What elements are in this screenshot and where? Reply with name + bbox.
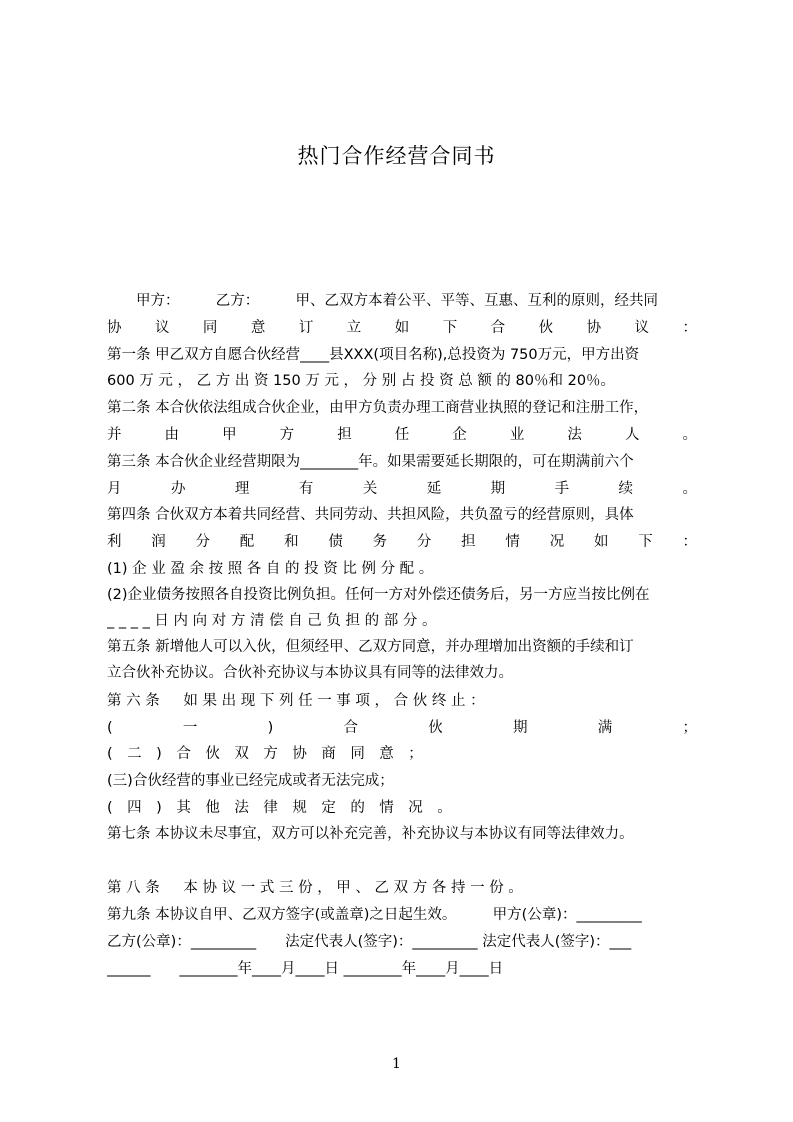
article-6-item-4: ( 四 ) 其 他 法 律 规 定 的 情 况 。	[107, 800, 452, 816]
page-number: 1	[392, 1056, 401, 1072]
signature-line: 乙方(公章)：_________ 法定代表人(签字)：_________ 法定代表人(签字)：___	[107, 934, 632, 950]
article-5-line: 第五条 新增他人可以入伙，但须经甲、乙双方同意，并办理增加出资额的手续和订	[107, 639, 634, 655]
article-2-line: 第二条 本合伙依法组成合伙企业，由甲方负责办理工商营业执照的登记和注册工作，	[107, 400, 649, 416]
document-title: 热门合作经营合同书	[297, 144, 496, 168]
article-9-line: 第九条 本协议自甲、乙双方签字(或盖章)之日起生效。 甲方(公章)：_________	[107, 907, 642, 923]
article-8-line: 第 八 条 本 协 议 一 式 三 份 ， 甲 、 乙 双 方 各 持 一 份 。	[107, 880, 523, 896]
article-4-item-2: (2)企业债务按照各自投资比例负担。任何一方对外偿还债务后，另一方应当按比例在	[107, 587, 650, 603]
article-4-line: 利 润 分 配 和 债 务 分 担 情 况 如 下 ：	[107, 534, 697, 550]
article-2-line: 并 由 甲 方 担 任 企 业 法 人 。	[107, 427, 697, 443]
article-4-line: 第四条 合伙双方本着共同经营、共同劳动、共担风险，共负盈亏的经营原则，具体	[107, 507, 634, 523]
article-6-line: 第 六 条 如 果 出 现 下 列 任 一 事 项 ， 合 伙 终 止 ：	[107, 693, 485, 709]
article-7-line: 第七条 本协议未尽事宜，双方可以补充完善，补充协议与本协议有同等法律效力。	[107, 826, 634, 842]
article-1-line: 600 万 元 ， 乙 方 出 资 150 万 元 ， 分 别 占 投 资 总 额 的 80％和 20％。	[107, 373, 616, 389]
article-3-line: 月 办 理 有 关 延 期 手 续 。	[107, 481, 697, 497]
article-1-line: 第一条 甲乙双方自愿合伙经营____县XXX(项目名称),总投资为 750万元，甲方出资	[107, 347, 640, 363]
article-5-line: 立合伙补充协议。合伙补充协议与本协议具有同等的法律效力。	[107, 665, 513, 681]
article-6-item-1: ( 一 ) 合 伙 期 满 ；	[107, 720, 697, 736]
date-line: ______ ________年____月____日 ________年____月____日	[107, 961, 504, 977]
article-6-item-3: (三)合伙经营的事业已经完成或者无法完成；	[107, 773, 394, 789]
article-4-item-2: _ _ _ _ 日 内 向 对 方 清 偿 自 己 负 担 的 部 分 。	[107, 613, 437, 629]
article-4-item-1: (1) 企 业 盈 余 按 照 各 自 的 投 资 比 例 分 配 。	[107, 561, 434, 577]
article-6-item-2: ( 二 ) 合 伙 双 方 协 商 同 意 ；	[107, 746, 423, 762]
article-3-line: 第三条 本合伙企业经营期限为________年。如果需要延长期限的，可在期满前六个	[107, 454, 634, 470]
paragraph-line: 协 议 同 意 订 立 如 下 合 伙 协 议 ：	[107, 320, 697, 336]
paragraph-line-intro: 甲方： 乙方： 甲、乙双方本着公平、平等、互惠、互利的原则，经共同	[107, 293, 658, 309]
